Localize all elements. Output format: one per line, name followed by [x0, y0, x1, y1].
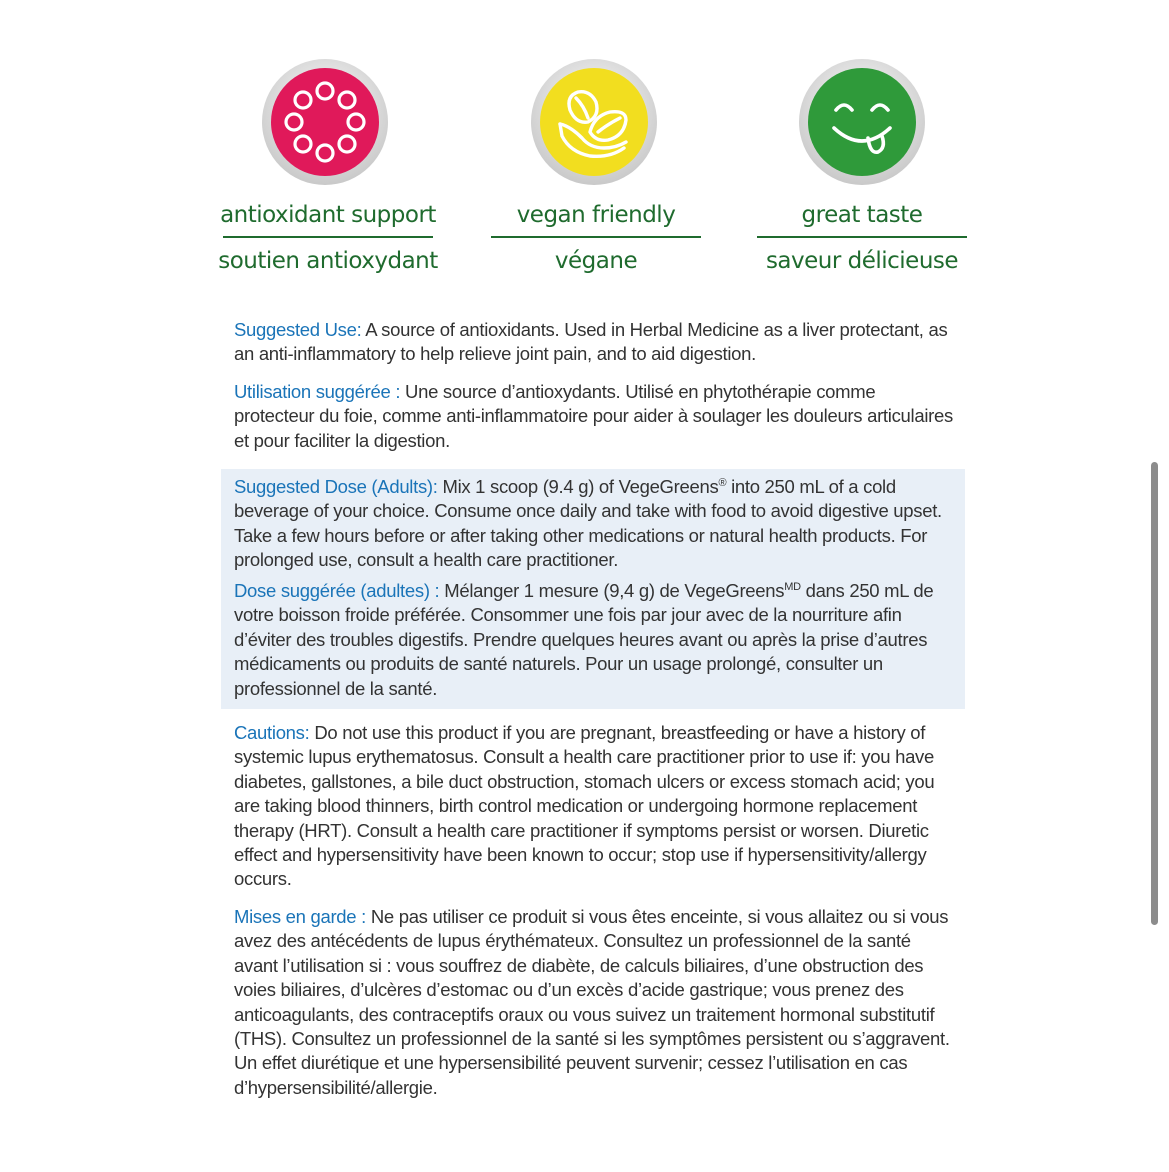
dose-suggeree: [234, 579, 954, 701]
cautions-text: Do not use this product if you are pregnant, breastfeeding or have a history of systemic lupus erythematosus. Consult a health care practitioner prior to use if: you have diabetes, gallstones, a bile duct obstruction, stomach ulcers or excess stomach acid; you are taking blood thinners, birth control medication or undergoing hormone replacement therapy (HRT). Consult a health care practitioner if symptoms persist or worsen. Diuretic effect and hypersensitivity have been known to occur; stop use if hypersensitivity/allergy occurs.: [234, 722, 935, 890]
utilisation-suggeree-label: Utilisation suggérée :: [234, 381, 401, 402]
suggested-dose-label: Suggested Dose (Adults):: [234, 476, 438, 497]
feature-label-en: antioxidant support: [220, 202, 436, 228]
dose-suggeree-text-a: Mélanger 1 mesure (9,4 g) de VegeGreens: [444, 580, 785, 601]
suggested-use-text: A source of antioxidants. Used in Herbal Medicine as a liver protectant, as an anti-inflammatory to help relieve joint pain, and to aid digestion.: [234, 319, 948, 365]
suggested-dose-text-b: into 250 mL of a cold beverage of your choice. Consume once daily and take with food to avoid digestive upset. Take a few hours before or after taking other medications or natural health products. For prolonged use, consult a health care practitioner.: [234, 476, 942, 571]
mises-en-garde-text: Ne pas utiliser ce produit si vous êtes enceinte, si vous allaitez ou si vous avez des antécédents de lupus érythémateux. Consultez un professionnel de la santé avant l’utilisation si : vous souffrez de diabète, de calculs biliaires, d’une obstruction des voies biliaires, d’ulcères d’estomac ou d’un excès d’acide gastrique; vous prenez des anticoagulants, des contraceptifs oraux ou vous suivez un traitement hormonal substitutif (THS). Consultez un professionnel de la santé si les symptômes persistent ou s’aggravent. Un effet diurétique et une hypersensibilité peuvent survenir; cessez l’utilisation en cas d’hypersensibilité/allergie.: [234, 906, 950, 1098]
feature-antioxidant: [188, 196, 468, 280]
utilisation-suggeree: [234, 380, 954, 453]
cautions: [234, 721, 954, 892]
divider: [491, 236, 701, 238]
vegan-badge: [530, 58, 658, 186]
suggested-use-label: Suggested Use:: [234, 319, 362, 340]
divider: [757, 236, 967, 238]
vegan-leaf-icon: [530, 58, 658, 186]
divider: [223, 236, 433, 238]
scrollbar-thumb[interactable]: [1151, 462, 1158, 925]
registered-mark: ®: [718, 476, 727, 489]
feature-label-fr: soutien antioxydant: [218, 248, 438, 274]
feature-vegan: [456, 196, 736, 280]
feature-label-en: vegan friendly: [516, 202, 676, 228]
cautions-label: Cautions:: [234, 722, 310, 743]
feature-taste: [722, 196, 1002, 280]
mises-en-garde-label: Mises en garde :: [234, 906, 366, 927]
feature-label-fr: végane: [554, 248, 638, 274]
md-mark: MD: [784, 580, 801, 593]
feature-label-en: great taste: [801, 202, 923, 228]
dose-suggeree-text-b: dans 250 mL de votre boisson froide préférée. Consommer une fois par jour avec de la nourriture afin d’éviter des troubles digestifs. Prendre quelques heures avant ou après la prise d’autres médicaments ou produits de santé naturels. Pour un usage prolongé, consulter un professionnel de la santé.: [234, 580, 934, 699]
antioxidant-molecule-icon: [261, 58, 389, 186]
utilisation-suggeree-text: Une source d’antioxydants. Utilisé en phytothérapie comme protecteur du foie, comme anti-inflammatoire pour aider à soulager les douleurs articulaires et pour faciliter la digestion.: [234, 381, 953, 451]
mises-en-garde: [234, 905, 954, 1100]
suggested-use: [234, 318, 954, 367]
suggested-dose-text-a: Mix 1 scoop (9.4 g) of VegeGreens: [442, 476, 719, 497]
dose-suggeree-label: Dose suggérée (adultes) :: [234, 580, 440, 601]
suggested-dose: [234, 475, 954, 573]
taste-badge: [798, 58, 926, 186]
smiley-face-icon: [798, 58, 926, 186]
antioxidant-badge: [261, 58, 389, 186]
feature-label-fr: saveur délicieuse: [765, 248, 959, 274]
